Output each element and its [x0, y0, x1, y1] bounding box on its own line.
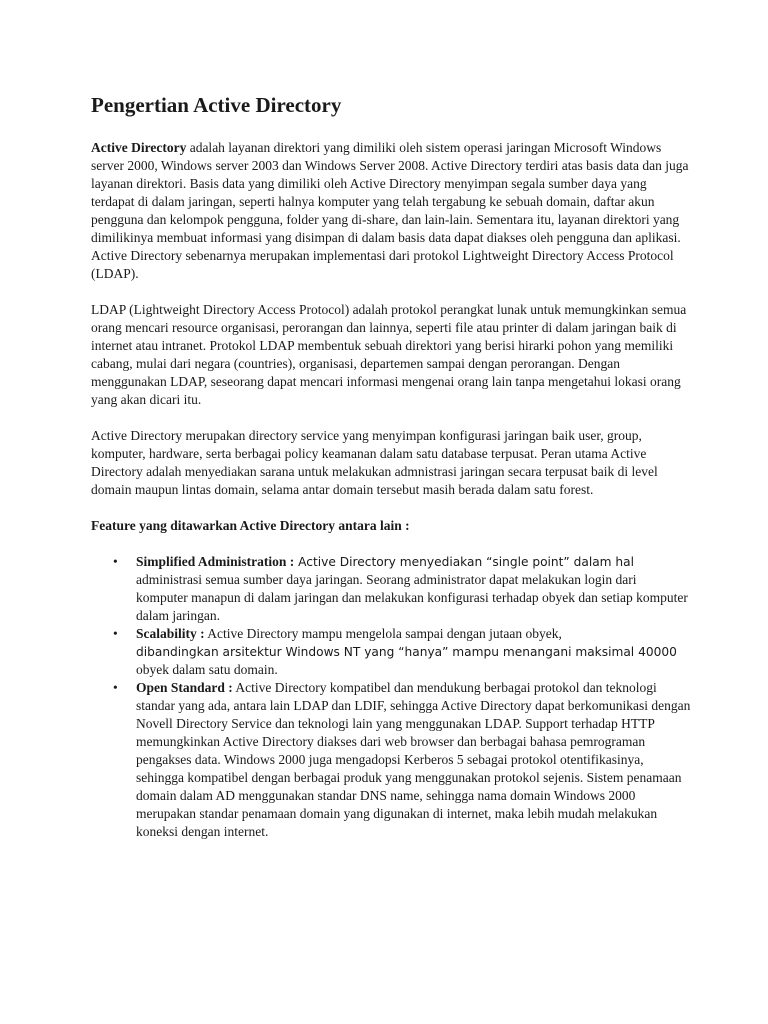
intro-lead-term: Active Directory	[91, 140, 187, 155]
list-item	[91, 679, 691, 841]
bullet-icon: •	[113, 680, 118, 695]
feature-label: Open Standard :	[136, 680, 233, 695]
feature-label: Simplified Administration :	[136, 554, 295, 569]
bullet-icon: •	[113, 626, 118, 641]
feature-text: Active Directory menyediakan “single point” dalam hal	[294, 555, 635, 569]
features-heading: Feature yang ditawarkan Active Directory antara lain :	[91, 518, 410, 533]
feature-text: Active Directory mampu mengelola sampai dengan jutaan obyek,	[204, 626, 562, 641]
directory-service-paragraph: Active Directory merupakan directory service yang menyimpan konfigurasi jaringan baik user, group, komputer, hardware, serta berbagai policy keamanan dalam satu database terpusat. Peran utama Active Directory adalah menyediakan sarana untuk melakukan admnistrasi jaringan secara terpusat baik di level domain maupun lintas domain, selama antar domain tersebut masih berada dalam satu forest.	[91, 428, 658, 497]
feature-text: Active Directory kompatibel dan mendukung berbagai protokol dan teknologi standar yang ada, antara lain LDAP dan LDIF, sehingga Active Directory dapat berkomunikasi dengan Novell Directory Service dan teknologi lain yang menggunakan LDAP. Support terhadap HTTP memungkinkan Active Directory diakses dari web browser dan berbagai bahasa pemrograman pengakses data. Windows 2000 juga mengadopsi Kerberos 5 sebagai protokol otentifikasinya, sehingga kompatibel dengan berbagai produk yang menggunakan protokol sejenis. Sistem penamaan domain dalam AD menggunakan standar DNS name, sehingga nama domain Windows 2000 merupakan standar penamaan domain yang digunakan di internet, maka lebih mudah melakukan koneksi dengan internet.	[136, 680, 691, 839]
intro-text: adalah layanan direktori yang dimiliki oleh sistem operasi jaringan Microsoft Windows server 2000, Windows server 2003 dan Windows Server 2008. Active Directory terdiri atas basis data dan juga layanan direktori. Basis data yang dimiliki oleh Active Directory menyimpan segala sumber daya yang terdapat di dalam jaringan, seperti halnya komputer yang telah tergabung ke sebuah domain, daftar akun pengguna dan kelompok pengguna, folder yang di-share, dan lain-lain. Sementara itu, layanan direktori yang dimilikinya membuat informasi yang disimpan di dalam basis data dapat diakses oleh pengguna dan aplikasi. Active Directory sebenarnya merupakan implementasi dari protokol Lightweight Directory Access Protocol (LDAP).	[91, 140, 689, 281]
feature-text: dibandingkan arsitektur Windows NT yang “hanya” mampu menangani maksimal 40000	[136, 645, 677, 659]
ldap-paragraph: LDAP (Lightweight Directory Access Protocol) adalah protokol perangkat lunak untuk memungkinkan semua orang mencari resource organisasi, perorangan dan lainnya, seperti file atau printer di dalam jaringan baik di internet atau intranet. Protokol LDAP membentuk sebuah direktori yang berisi hirarki pohon yang memiliki cabang, mulai dari negara (countries), organisasi, departemen sampai dengan perorangan. Dengan menggunakan LDAP, seseorang dapat mencari informasi mengenai orang lain tanpa mengetahui lokasi orang yang akan dicari itu.	[91, 302, 687, 407]
document-page	[91, 92, 691, 841]
feature-text: administrasi semua sumber daya jaringan. Seorang administrator dapat melakukan login dari komputer manapun di dalam jaringan dan melakukan konfigurasi terhadap obyek dan setiap komputer dalam jaringan.	[136, 572, 688, 623]
list-item	[91, 625, 691, 679]
features-list	[91, 553, 691, 841]
list-item	[91, 553, 691, 625]
feature-text: obyek dalam satu domain.	[136, 662, 278, 677]
feature-label: Scalability :	[136, 626, 205, 641]
bullet-icon: •	[113, 554, 118, 569]
page-title: Pengertian Active Directory	[91, 93, 342, 117]
intro-paragraph	[91, 139, 691, 283]
